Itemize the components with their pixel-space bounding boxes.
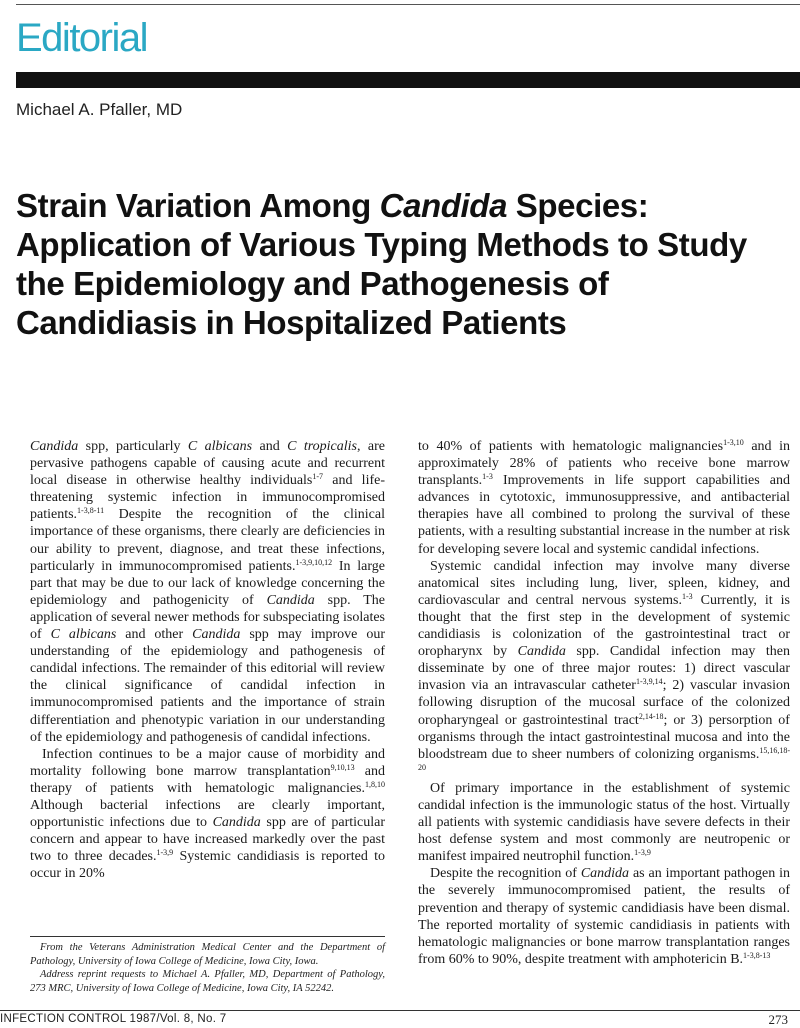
article-title: Strain Variation Among Candida Species: Application of Various Typing Methods to Study the Epidemiology and Pathogenesis of Candidiasis in Hospitalized Patients	[16, 187, 747, 341]
footnotes	[30, 941, 385, 995]
paragraph: Systemic candidal infection may involve many diverse anatomical sites including lung, liver, spleen, kidney, and cardiovascular and central nervous systems.$^{1-3}$ Currently, it is thought that the first step in the development of systemic candidiasis is colonization of the gastrointestinal tract or oropharynx by Candida spp. Candidal infection may then disseminate by one of three major routes: 1) direct vascular invasion via an intravascular catheter$^{1-3,9,14}$; 2) vascular invasion following disruption of the mucosal surface of the colonized oropharyngeal or gastrointestinal tract$^{2,14-18}$; or 3) persorption of organisms through the intact gastrointestinal mucosa and into the bloodstream due to sheer numbers of colonizing organisms.$^{15,16,18-20}$	[418, 558, 790, 772]
body-column-left	[30, 438, 385, 938]
footnote-address: Address reprint requests to Michael A. Pfaller, MD, Department of Pathology, 273 MRC, University of Iowa College of Medicine, Iowa City, IA 52242.	[30, 969, 385, 994]
author-name: Michael A. Pfaller, MD	[16, 100, 183, 119]
page-number: 273	[768, 1012, 788, 1027]
paragraph: Despite the recognition of Candida as an important pathogen in the severely immunocompromised patient, the results of prevention and therapy of systemic candidiasis have been dismal. The reported mortality of systemic candidiasis in patients with hematologic malignancies or bone marrow transplantation ranges from 60% to 90%, despite treatment with amphotericin B.$^{1-3,8-13}$	[418, 866, 790, 967]
footnote-rule	[30, 936, 385, 937]
section-label: Editorial	[16, 16, 148, 60]
paragraph: Of primary importance in the establishment of systemic candidal infection is the immunologic status of the host. Virtually all patients with systemic candidiasis have severe defects in their host defense system and most commonly are neutropenic or manifest impaired neutrophil function.$^{1-3,9}$	[418, 780, 790, 865]
body-column-right	[418, 438, 790, 998]
paragraph: Infection continues to be a major cause of morbidity and mortality following bone marrow transplantation$^{9,10,13}$ and therapy of patients with hematologic malignancies.$^{1,8,10}$ Although bacterial infections are clearly important, opportunistic infections due to Candida spp are of particular concern and appear to have increased markedly over the past two to three decades.$^{1-3,9}$ Systemic candidiasis is reported to occur in 20%	[30, 746, 386, 882]
journal-citation: INFECTION CONTROL 1987/Vol. 8, No. 7	[0, 1013, 227, 1025]
paragraph: to 40% of patients with hematologic malignancies$^{1-3,10}$ and in approximately 28% of patients who receive bone marrow transplants.$^{1-3}$ Improvements in life support capabilities and advances in cytotoxic, immunosuppressive, and antibacterial therapies have all combined to prolong the survival of these patients, with a resulting substantial increase in the number at risk for developing severe local and systemic candidal infections.	[418, 438, 790, 557]
footnote-affiliation: From the Veterans Administration Medical Center and the Department of Pathology, University of Iowa College of Medicine, Iowa City, Iowa.	[30, 942, 385, 967]
footer-rule	[0, 1010, 800, 1011]
header-bar	[16, 72, 800, 88]
top-rule	[16, 4, 800, 5]
paragraph: Candida spp, particularly C albicans and C tropicalis, are pervasive pathogens capable of causing acute and recurrent local disease in otherwise healthy individuals$^{1-7}$ and life-threatening systemic infection in immunocompromised patients.$^{1-3,8-11}$ Despite the recognition of the clinical importance of these organisms, there clearly are deficiencies in our ability to prevent, diagnose, and treat these infections, particularly in immunocompromised patients.$^{1-3,9,10,12}$ In large part that may be due to our lack of knowledge concerning the epidemiology and pathogenicity of Candida spp. The application of several newer methods for subspeciating isolates of C albicans and other Candida spp may improve our understanding of the epidemiology and pathogenesis of candidal infections. The remainder of this editorial will review the clinical significance of candidal infection in immunocompromised patients and the importance of strain differentiation and phenotypic variation in our understanding of the epidemiology and pathogenesis of candidal infections.	[30, 439, 386, 745]
